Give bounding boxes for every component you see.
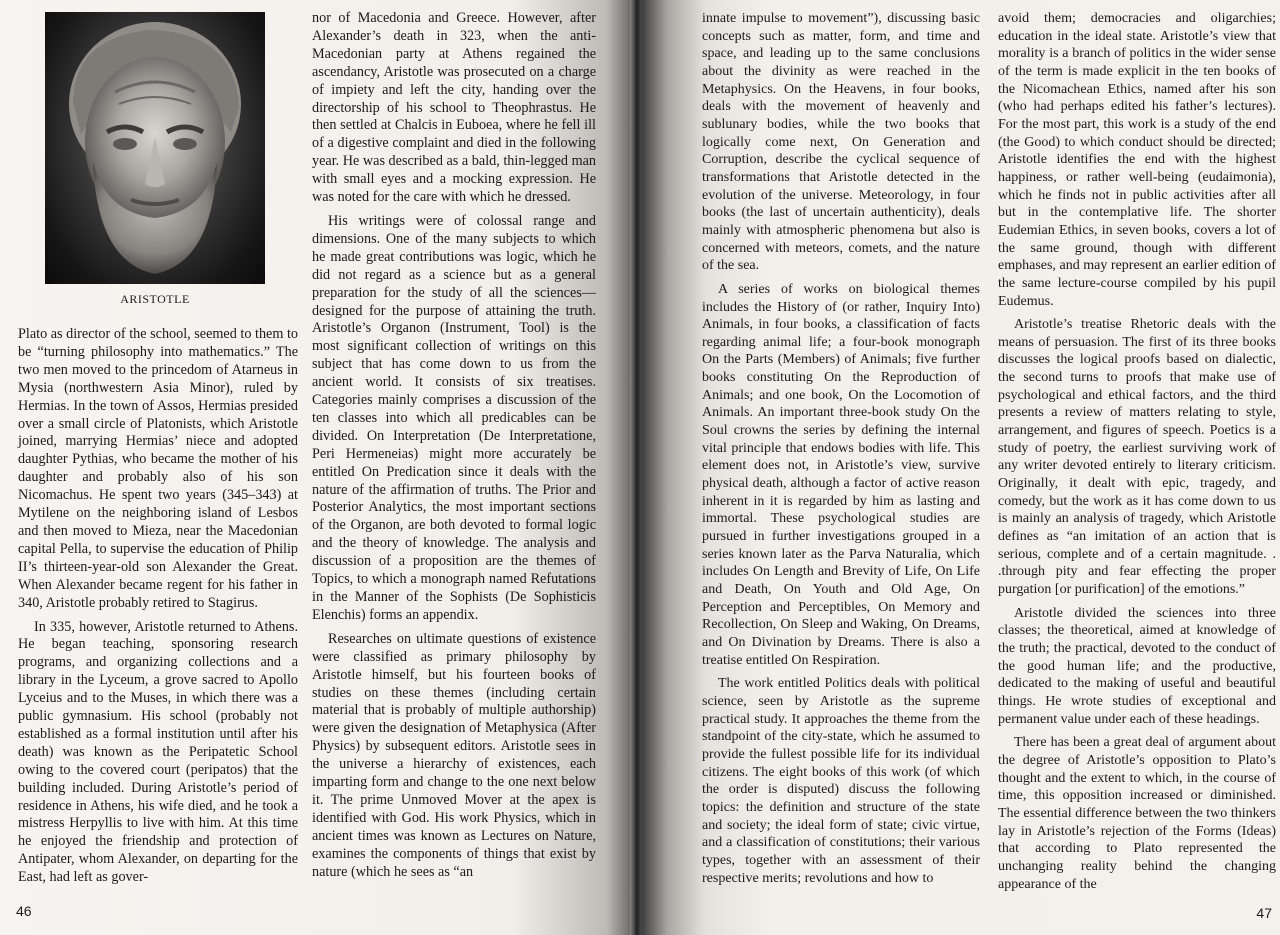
page-number-left: 46 bbox=[16, 903, 32, 919]
paragraph: Researches on ultimate questions of existence were classified as primary philosophy by Aristotle himself, but his fourteen books of studies on these themes (including certain material that is probably of multiple authorship) were given the designation of Metaphysica (After Physics) by subsequent editors. Aristotle sees in the universe a hierarchy of existences, each imparting form and change to the one next below it. The prime Unmoved Mover at the apex is identified with God. His work Physics, which in ancient times was known as Lectures on Nature, examines the components of things that exist by nature (which he sees as “an bbox=[312, 630, 596, 880]
paragraph: A series of works on biological themes includes the History of (or rather, Inquiry Into) Animals, in four books, a classification of facts regarding animal life; a four-book monograph On the Parts (Members) of Animals; five further books constituting On the Reproduction of Animals; and one book, On the Locomotion of Animals. An important three-book study On the Soul crowns the series by defining the internal vital principle that endows bodies with life. This element does not, in Aristotle’s view, survive physical death, although a factor of active reason inherent in it is regarded by him as lasting and immortal. These psychological studies are pursued in further investigations grouped in a series known later as the Parva Naturalia, which includes On Length and Brevity of Life, On Life and Death, On Youth and Old Age, On Perception and Perceptibles, On Memory and Recollection, On Sleep and Waking, On Dreams, and On Divination by Dreams. There is also a treatise entitled On Respiration. bbox=[702, 281, 980, 668]
left-column-2 bbox=[312, 10, 596, 882]
figure-caption: ARISTOTLE bbox=[120, 292, 190, 306]
paragraph: innate impulse to movement”), discussing basic concepts such as matter, form, and time and space, and leading up to the same conclusions about the divinity as were reached in the Metaphysics. On the Heavens, in four books, deals with the movement of heavenly and sublunary bodies, while the two books that logically come next, On Generation and Corruption, describe the cyclical sequence of transformations that Aristotle detected in the evolution of the universe. Meteorology, in four books (the last of uncertain authenticity), deals mainly with atmospheric phenomena but also is concerned with meteors, comets, and the nature of the sea. bbox=[702, 11, 980, 274]
right-column-2 bbox=[998, 10, 1276, 893]
paragraph: Plato as director of the school, seemed to them to be “turning philosophy into mathematics.” The two men moved to the princedom of Atarneus in Mysia (northwestern Asia Minor), ruled by Hermias. In the town of Assos, Hermias presided over a small circle of Platonists, which Aristotle joined, marrying Hermias’ niece and adopted daughter Pythias, who became the mother of his daughter and probably also of his son Nicomachus. He spent two years (345–343) at Mytilene on the neighboring island of Lesbos and then moved to Mieza, near the Macedonian capital Pella, to supervise the education of Philip II’s thirteen-year-old son Alexander the Great. When Alexander became regent for his father in 340, Aristotle probably retired to Stagirus. bbox=[18, 326, 298, 611]
left-page bbox=[0, 0, 638, 935]
paragraph: Aristotle divided the sciences into three classes; the theoretical, aimed at knowledge of the truth; the practical, devoted to the conduct of the good human life; and the productive, dedicated to the making of useful and beautiful things. He wrote studies of exceptional and permanent value under each of these headings. bbox=[998, 605, 1276, 727]
paragraph: The work entitled Politics deals with political science, seen by Aristotle as the supreme practical study. It approaches the theme from the standpoint of the city-state, which he assumed to provide the fullest possible life for its individual citizens. The eight books of this work (of which the order is disputed) discuss the following topics: the definition and structure of the state and society; the ideal form of state; civic virtue, and a classification of constitutions; their various types, together with an assessment of their respective merits; revolutions and how to bbox=[702, 676, 980, 886]
page-number-right: 47 bbox=[1256, 905, 1272, 921]
aristotle-bust-photo bbox=[45, 12, 265, 284]
paragraph: There has been a great deal of argument about the degree of Aristotle’s opposition to Plato’s thought and the extent to which, in the course of time, this opposition increased or diminished. The essential difference between the two thinkers lay in Aristotle’s rejection of the Forms (Ideas) that according to Plato represented the unchanging reality behind the changing appearance of the bbox=[998, 735, 1276, 892]
paragraph: Aristotle’s treatise Rhetoric deals with the means of persuasion. The first of its three books discusses the logical proofs based on dialectic, the second turns to proofs that make use of psychological and ethical factors, and the third presents a review of matters relating to style, arrangement, and figures of speech. Poetics is a study of poetry, the earliest surviving work of any writer devoted entirely to literary criticism. Originally, it dealt with epic, tragedy, and comedy, but the work as it has come down to us is mainly an analysis of tragedy, which Aristotle defines as “an imitation of an action that is serious, complete and of a certain magnitude. . .through pity and fear effecting the proper purgation [or purification] of the emotions.” bbox=[998, 317, 1276, 597]
right-column-1 bbox=[702, 10, 980, 887]
paragraph: His writings were of colossal range and dimensions. One of the many subjects to which he made great contributions was logic, which he did not regard as a science but as a general preparation for the study of all the sciences—designed for the purpose of attaining the truth. Aristotle’s Organon (Instrument, Tool) is the most significant collection of writings on this subject that has come down to us from the ancient world. It consists of six treatises. Categories mainly comprises a discussion of the ten classes into which all predicables can be divided. On Interpretation (De Interpretatione, Peri Hermeneias) might more accurately be entitled On Predication since it deals with the nature of the affirmation of truths. The Prior and Posterior Analytics, the most important sections of the Organon, are both devoted to formal logic and the theory of knowledge. The analysis and discussion of a proposition are the themes of Topics, to which a monograph named Refutations in the Manner of the Sophists (De Sophisticis Elenchis) forms an appendix. bbox=[312, 212, 596, 623]
paragraph: nor of Macedonia and Greece. However, after Alexander’s death in 323, when the anti-Macedonian party at Athens regained the ascendancy, Aristotle was prosecuted on a charge of impiety and left the city, handing over the directorship of his school to Theophrastus. He then settled at Chalcis in Euboea, where he fell ill of a digestive complaint and died in the following year. He was described as a bald, thin-legged man with small eyes and a mocking expression. He was noted for the care with which he dressed. bbox=[312, 10, 596, 206]
right-page bbox=[642, 0, 1280, 935]
paragraph: avoid them; democracies and oligarchies; education in the ideal state. Aristotle’s view that morality is a branch of politics in the wider sense of the term is made explicit in the ten books of the Nicomachean Ethics, named after his son (who had perhaps edited his father’s lectures). For the most part, this work is a study of the end (the Good) to which conduct should be directed; Aristotle identifies the end with the highest happiness, or rather well-being (eudaimonia), which he finds not in public activities after all but in the contemplative life. The shorter Eudemian Ethics, in seven books, covers a lot of the same ground, though with different emphases, and may represent an earlier edition of the same lecture-course compiled by his pupil Eudemus. bbox=[998, 11, 1276, 309]
left-column-1 bbox=[18, 326, 298, 887]
paragraph: In 335, however, Aristotle returned to Athens. He began teaching, sponsoring research programs, and organizing collections and a library in the Lyceum, a grove sacred to Apollo Lyceius and to the Muses, in which there was a public gymnasium. His school (probably not established as a formal institution until after his death) was known as the Peripatetic School owing to the covered court (peripatos) that the building included. During Aristotle’s period of residence in Athens, his wife died, and he took a mistress Herpyllis to live with him. At this time he enjoyed the friendship and protection of Antipater, whom Alexander, on departing for the East, had left as gover- bbox=[18, 618, 298, 886]
